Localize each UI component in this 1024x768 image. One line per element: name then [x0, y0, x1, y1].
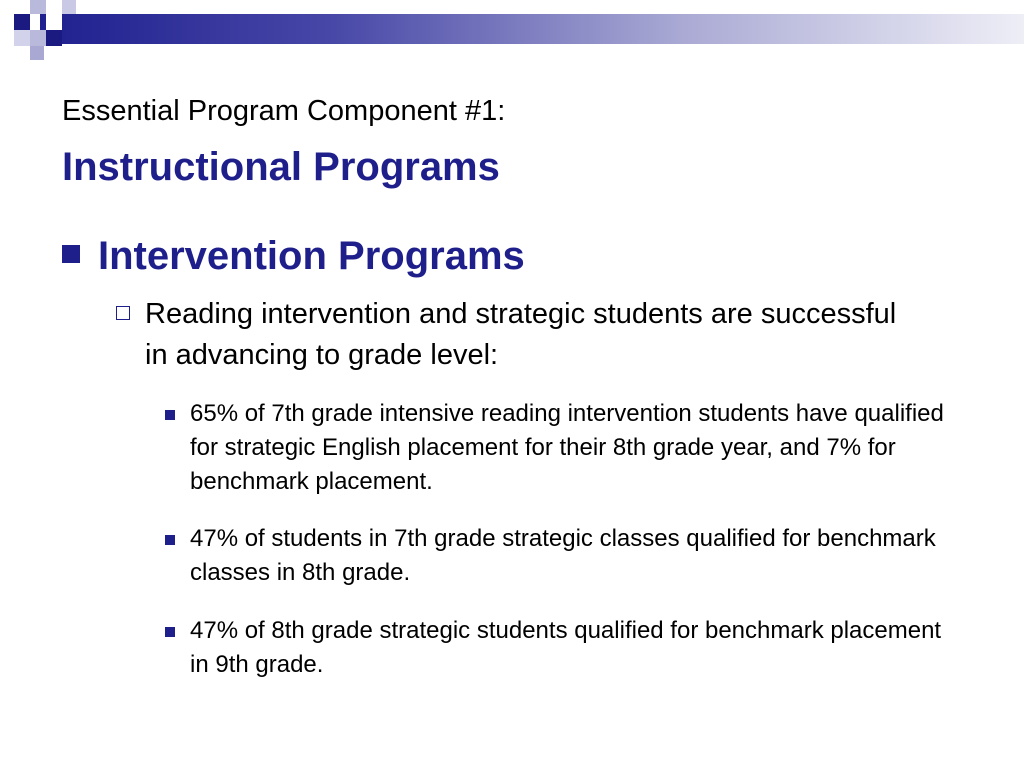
bullet-level3-text: 65% of 7th grade intensive reading intervention students have qualified for strategic English placement for their 8th grade year, and 7% for benchmark placement.	[190, 400, 944, 495]
decorative-square	[46, 30, 62, 46]
bullet-level3-text: 47% of students in 7th grade strategic classes qualified for benchmark classes in 8th grade.	[190, 525, 936, 586]
hollow-square-bullet-icon	[116, 306, 130, 320]
decorative-square	[14, 30, 30, 46]
decorative-square	[14, 14, 30, 30]
bullet-level2	[116, 294, 906, 376]
decorative-square	[46, 14, 62, 30]
square-bullet-icon	[165, 627, 175, 637]
bullet-level3-item	[165, 397, 955, 499]
slide-title: Instructional Programs	[62, 145, 500, 189]
decorative-square	[30, 30, 46, 46]
header-gradient-bar	[40, 14, 1024, 44]
square-bullet-icon	[165, 535, 175, 545]
bullet-level2-text: Reading intervention and strategic students are successful in advancing to grade level:	[145, 298, 897, 371]
bullet-level3-item	[165, 522, 955, 590]
slide-subtitle: Essential Program Component #1:	[62, 95, 506, 127]
bullet-level3-item	[165, 614, 955, 682]
square-bullet-icon	[62, 245, 80, 263]
bullet-level1-text: Intervention Programs	[98, 234, 525, 278]
decorative-square	[62, 0, 76, 14]
decorative-square	[30, 0, 46, 14]
square-bullet-icon	[165, 410, 175, 420]
bullet-level3-text: 47% of 8th grade strategic students qualified for benchmark placement in 9th grade.	[190, 617, 942, 678]
decorative-square	[30, 46, 44, 60]
bullet-level1	[62, 234, 525, 279]
